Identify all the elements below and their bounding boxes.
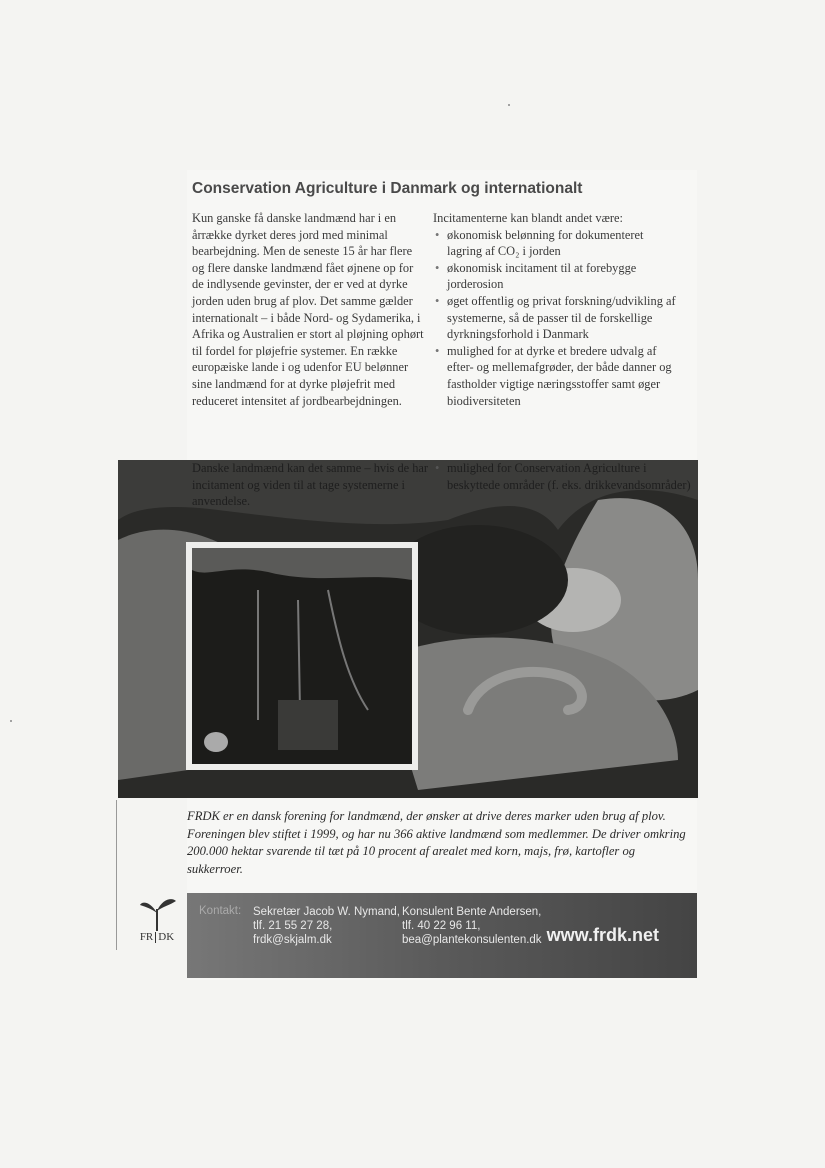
incentives-list xyxy=(433,227,678,410)
bullet-icon: • xyxy=(435,343,440,358)
soil-photo xyxy=(118,460,698,798)
secretary-phone: tlf. 21 55 27 28, xyxy=(253,920,333,932)
frdk-description: FRDK er en dansk forening for landmænd, der ønsker at drive deres marker uden brug af plov. Foreningen blev stiftet i 1999, og har nu 366 aktive landmænd som medlemmer. De driver omkring 200.000 hektar svarende til tæt på 10 procent af arealet med korn, majs, frø, kartofler og sukkerroer. xyxy=(187,809,686,876)
scan-edge-line xyxy=(116,800,117,950)
bullet-icon: • xyxy=(435,260,440,275)
logo-divider xyxy=(155,932,156,943)
scan-speck xyxy=(10,720,12,722)
consultant-phone: tlf. 40 22 96 11, xyxy=(402,920,481,932)
soil-photo-graphic xyxy=(118,460,698,798)
overlay-bullet-block xyxy=(433,460,693,493)
bullet-icon: • xyxy=(435,293,440,308)
contact-footer xyxy=(187,893,697,978)
list-item: • mulighed for Conservation Agriculture i beskyttede områder (f. eks. drikkevandsområder) xyxy=(435,461,691,492)
left-closing-text: Danske landmænd kan det samme – hvis de har incitament og viden til at tage systemerne i anvendelse. xyxy=(192,461,429,509)
contact-label: Kontakt: xyxy=(199,905,242,917)
list-item: • økonomisk incitament til at forebygge jorderosion xyxy=(435,260,637,292)
left-paragraph: Kun ganske få danske landmænd har i en årrække dyrket deres jord med minimal bearbejdning. Men de seneste 15 år har flere og flere danske landmænd fået øjnene op for de indlysende gevinster, der er ved at dyrke jorden uden brug af plov. Det samme gælder internationalt – i både Nord- og Sydamerika, i Afrika og Australien er stort al pløjning ophørt til fordel for pløjefrie systemer. En række europæiske lande i og udenfor EU belønner sine landmænd for at dyrke pløjefrit med reduceret intensitet af jordbearbejdningen. xyxy=(192,211,424,408)
logo-text: FR DK xyxy=(139,931,175,943)
list-item: • øget offentlig og privat forskning/udvikling af systemerne, så de passer til de forskellige dyrkningsforhold i Danmark xyxy=(435,293,676,342)
scan-speck xyxy=(508,104,510,106)
consultant-email[interactable]: bea@plantekonsulenten.dk xyxy=(402,934,542,946)
incentives-intro: Incitamenterne kan blandt andet være: xyxy=(433,211,623,225)
secretary-email[interactable]: frdk@skjalm.dk xyxy=(253,934,332,946)
bullet-icon: • xyxy=(435,461,440,475)
right-column xyxy=(433,210,678,409)
bullet-icon: • xyxy=(435,227,440,242)
contact-consultant xyxy=(402,905,542,947)
list-item: • mulighed for at dyrke et bredere udvalg af efter- og mellemafgrøder, der både danner og fastholder vigtige næringsstoffer samt øger biodiversiteten xyxy=(435,343,672,408)
secretary-name: Sekretær Jacob W. Nymand, xyxy=(253,906,400,918)
article-title: Conservation Agriculture i Danmark og internationalt xyxy=(192,180,583,197)
incentives-list-continued xyxy=(433,460,693,493)
contact-secretary xyxy=(253,905,400,947)
consultant-name: Konsulent Bente Andersen, xyxy=(402,906,542,918)
left-column xyxy=(192,210,427,409)
sprout-icon xyxy=(132,895,182,931)
frdk-logo xyxy=(132,895,182,955)
website-link[interactable]: www.frdk.net xyxy=(546,925,659,945)
list-item: • økonomisk belønning for dokumenteret lagring af CO₂ i jorden xyxy=(435,227,644,259)
